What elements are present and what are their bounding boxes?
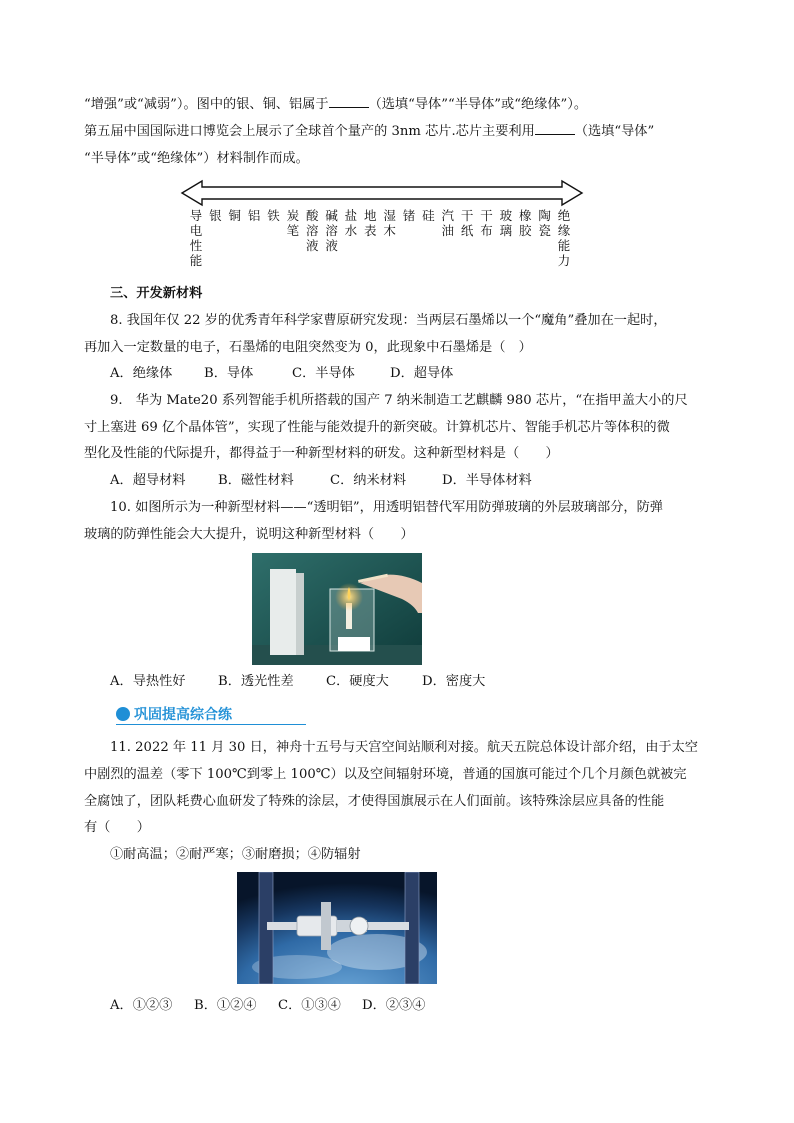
q8-stem-2: 再加入一定数量的电子，石墨烯的电阻突然变为 0，此现象中石墨烯是（ ） (84, 340, 532, 355)
material-label: 锗 (402, 208, 416, 223)
option-b[interactable]: B．导体 (204, 366, 254, 381)
transparent-aluminum-photo (252, 553, 422, 665)
option-b[interactable]: B．①②④ (194, 998, 257, 1013)
q11-stem-3: 全腐蚀了，团队耗费心血研发了特殊的涂层，才使得国旗展示在人们面前。该特殊涂层应具备的性能 (84, 794, 665, 809)
q10-options (110, 672, 485, 692)
material-label: 橡 胶 (518, 208, 532, 238)
q8-options (110, 364, 453, 384)
material-label: 铝 (247, 208, 261, 223)
answer-blank[interactable] (535, 122, 575, 135)
material-label: 酸 溶 液 (305, 208, 319, 253)
material-label: 陶 瓷 (538, 208, 551, 238)
option-b[interactable]: B．磁性材料 (218, 473, 294, 488)
option-a[interactable]: A．导热性好 (110, 674, 186, 689)
q9-stem-1: 9. 华为 Mate20 系列智能手机所搭载的国产 7 纳米制造工艺麒麟 980 芯片，“在指甲盖大小的尺 (110, 393, 688, 408)
review-section-header (116, 703, 306, 725)
option-c[interactable]: C．①③④ (278, 998, 341, 1013)
space-station-image (237, 872, 437, 984)
q7-line-1: “增强”或“减弱”）。图中的银、铜、铝属于 （选填“导体”“半导体”或“绝缘体”）。 (84, 97, 588, 112)
option-a[interactable]: A．超导材料 (110, 473, 186, 488)
option-c[interactable]: C．纳米材料 (330, 473, 407, 488)
circle-bullet-icon (116, 707, 130, 721)
answer-blank[interactable] (329, 95, 369, 108)
material-label: 炭 笔 (286, 208, 300, 238)
q11-stem-1: 11. 2022 年 11 月 30 日，神舟十五号与天宫空间站顺利对接。航天五院总体设计部介绍，由于太空 (110, 740, 698, 755)
space-station-photo (237, 872, 437, 984)
material-label: 汽 油 (441, 208, 455, 238)
q11-options (110, 996, 425, 1016)
section-heading: 三、开发新材料 (110, 286, 203, 301)
material-label: 导 电 性 能 (189, 208, 203, 268)
material-label: 玻 璃 (499, 208, 513, 238)
option-d[interactable]: D．②③④ (362, 998, 426, 1013)
option-d[interactable]: D．半导体材料 (442, 473, 532, 488)
material-label: 碱 溶 液 (325, 208, 338, 253)
section-underline (116, 724, 306, 725)
option-a[interactable]: A．绝缘体 (110, 366, 173, 381)
q9-stem-3: 型化及性能的代际提升，都得益于一种新型材料的研发。这种新型材料是（ ） (84, 446, 559, 461)
option-a[interactable]: A．①②③ (110, 998, 173, 1013)
option-d[interactable]: D．超导体 (390, 366, 454, 381)
q10-stem-1: 10. 如图所示为一种新型材料——“透明铝”，用透明铝替代军用防弹玻璃的外层玻璃部分，防弹 (110, 500, 663, 515)
double-arrow-icon (180, 178, 584, 208)
q7-line-3: “半导体”或“绝缘体”）材料制作而成。 (84, 151, 309, 166)
review-section-title: 巩固提高综合练 (134, 707, 232, 723)
q9-options (110, 471, 532, 491)
material-label: 银 (209, 208, 222, 223)
material-label: 铁 (267, 208, 280, 223)
q11-items: ①耐高温；②耐严寒；③耐磨损；④防辐射 (110, 847, 361, 862)
material-label: 地 表 (364, 208, 377, 238)
q9-stem-2: 寸上塞进 69 亿个晶体管”，实现了性能与能效提升的新突破。计算机芯片、智能手机芯片等体积的微 (84, 420, 670, 435)
material-label: 干 纸 (460, 208, 474, 238)
material-label: 盐 水 (344, 208, 358, 238)
q11-stem-4: 有（ ） (84, 820, 150, 835)
option-c[interactable]: C．半导体 (292, 366, 355, 381)
transparent-aluminum-image (252, 553, 422, 665)
q7-line-2: 第五届中国国际进口博览会上展示了全球首个量产的 3nm 芯片.芯片主要利用 （选填“导体” (84, 124, 655, 139)
material-list (180, 208, 584, 278)
material-label: 湿 木 (383, 208, 396, 238)
material-label: 干 布 (480, 208, 493, 238)
q11-stem-2: 中剧烈的温差（零下 100℃到零上 100℃）以及空间辐射环境，普通的国旗可能过个几个月颜色就被完 (84, 767, 687, 782)
conductivity-scale (180, 178, 584, 278)
option-d[interactable]: D．密度大 (422, 674, 486, 689)
q8-stem-1: 8. 我国年仅 22 岁的优秀青年科学家曹原研究发现：当两层石墨烯以一个“魔角”叠加在一起时， (110, 313, 667, 328)
material-label: 硅 (422, 208, 435, 223)
material-label: 铜 (228, 208, 241, 223)
option-b[interactable]: B．透光性差 (218, 674, 294, 689)
material-label: 绝 缘 能 力 (557, 208, 571, 268)
q10-stem-2: 玻璃的防弹性能会大大提升，说明这种新型材料（ ） (84, 527, 414, 542)
option-c[interactable]: C．硬度大 (326, 674, 389, 689)
